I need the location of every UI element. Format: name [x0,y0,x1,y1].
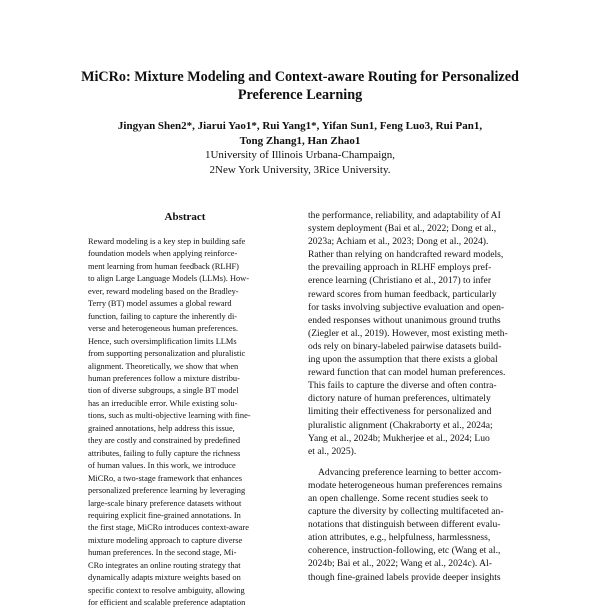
text-line: Advancing preference learning to better accom- [318,466,502,478]
text-line: Hence, such oversimplification limits LLMs [88,336,237,346]
text-line: has an irreducible error. While existing solu- [88,398,238,408]
text-line: This fails to capture the diverse and often contra- [308,380,497,392]
text-line: ever, reward modeling based on the Bradley- [88,286,239,296]
text-line: from supporting personalization and pluralistic [88,349,246,359]
text-line: MiCRo, a two-stage framework that enhances [88,473,242,483]
text-line: for efficient and scalable preference adaptation [88,598,246,608]
intro-column [308,209,532,584]
text-line: to align Large Language Models (LLMs). How- [88,274,250,284]
author-line: Jingyan Shen2*, Jiarui Yao1*, Rui Yang1*, Yifan Sun1, Feng Luo3, Rui Pan1, [117,120,483,132]
title-line: Preference Learning [237,87,363,103]
text-line: erence learning (Christiano et al., 2017) to infer [308,275,492,287]
text-line: modate heterogeneous human preferences remains [308,479,502,491]
text-line: limiting their effectiveness for personalized and [308,406,492,418]
text-line: grained annotations, help address this issue, [88,423,235,433]
text-line: tion of diverse subgroups, a single BT model [88,386,239,396]
text-line: dynamically adapts mixture weights based on [88,573,241,583]
text-line: function, failing to capture the inherently di- [88,311,238,321]
text-line: et al., 2025). [308,445,357,457]
text-line: attributes, failing to fully capture the richness [88,448,241,458]
paper-title [50,68,550,104]
text-line: specific context to resolve ambiguity, allowing [88,585,245,595]
text-line: system deployment (Bai et al., 2022; Dong et al., [308,223,497,235]
text-line: ing upon the assumption that there exists a global [308,354,498,366]
text-line: verse and heterogeneous human preferences. [88,324,238,334]
text-line: though fine-grained labels provide deeper insights [308,571,501,583]
text-line: personalized preference learning by leveraging [88,486,246,496]
text-line: reward function that can model human preferences. [308,367,506,379]
text-line: notations that distinguish between different evalu- [308,519,501,531]
text-line: alignment. Theoretically, we show that when [88,361,239,371]
abstract-body [88,236,282,610]
text-line: (Ziegler et al., 2019). However, most existing meth- [308,327,508,339]
abstract-heading: Abstract [164,211,206,223]
text-line: requiring explicit fine-grained annotations. In [88,510,241,520]
text-line: for tasks involving subjective evaluation and open- [308,301,505,313]
text-line: pluralistic alignment (Chakraborty et al., 2024a; [308,419,493,431]
title-line: MiCRo: Mixture Modeling and Context-aware Routing for Personalized [81,69,519,85]
text-line: of human values. In this work, we introduce [88,461,236,471]
affiliations [60,148,540,177]
text-line: 2023a; Achiam et al., 2023; Dong et al., 2024). [308,236,489,248]
text-line: reward scores from human feedback, particularly [308,288,497,300]
text-line: coherence, instruction-following, etc (Wang et al., [308,545,501,557]
text-line: the first stage, MiCRo introduces context-aware [88,523,249,533]
text-line: ment learning from human feedback (RLHF) [88,261,239,271]
text-line: the performance, reliability, and adaptability of AI [308,210,501,221]
text-line: large-scale binary preference datasets without [88,498,242,508]
text-line: dictory nature of human preferences, ultimately [308,393,491,405]
text-line: capture the diversity by collecting multifaceted an- [308,506,504,518]
text-line: Yang et al., 2024b; Mukherjee et al., 2024; Luo [308,432,490,444]
text-line: Terry (BT) model assumes a global reward [88,299,232,309]
affiliation-line: 2New York University, 3Rice University. [209,163,391,176]
text-line: ended responses without unanimous ground truths [308,314,501,326]
text-line: mixture modeling approach to capture diverse [88,535,243,545]
text-line: CRo integrates an online routing strategy that [88,560,241,570]
text-line: ods rely on binary-labeled pairwise datasets build- [308,340,502,352]
text-line: Reward modeling is a key step in building safe [88,237,246,246]
text-line: ation attributes, e.g., helpfulness, harmlessness, [308,532,491,544]
text-line: human preferences. In the second stage, Mi- [88,548,237,558]
text-line: 2024b; Bai et al., 2022; Wang et al., 2024c). Al- [308,558,492,570]
text-line: human preferences follow a mixture distribu- [88,373,240,383]
text-line: foundation models when applying reinforce- [88,249,238,259]
text-line: they are costly and constrained by predefined [88,436,241,446]
text-line: the prevailing approach in RLHF employs pref- [308,262,492,274]
text-line: Rather than relying on handcrafted reward models, [308,249,504,261]
text-line: tions, such as multi-objective learning with fine- [88,411,251,421]
text-line: an open challenge. Some recent studies seek to [308,492,489,504]
intro-paragraph-2 [308,466,532,584]
affiliation-line: 1University of Illinois Urbana-Champaign, [204,149,396,161]
intro-paragraph-1 [308,209,532,458]
author-list [60,119,540,148]
author-line: Tong Zhang1, Han Zhao1 [239,134,361,147]
